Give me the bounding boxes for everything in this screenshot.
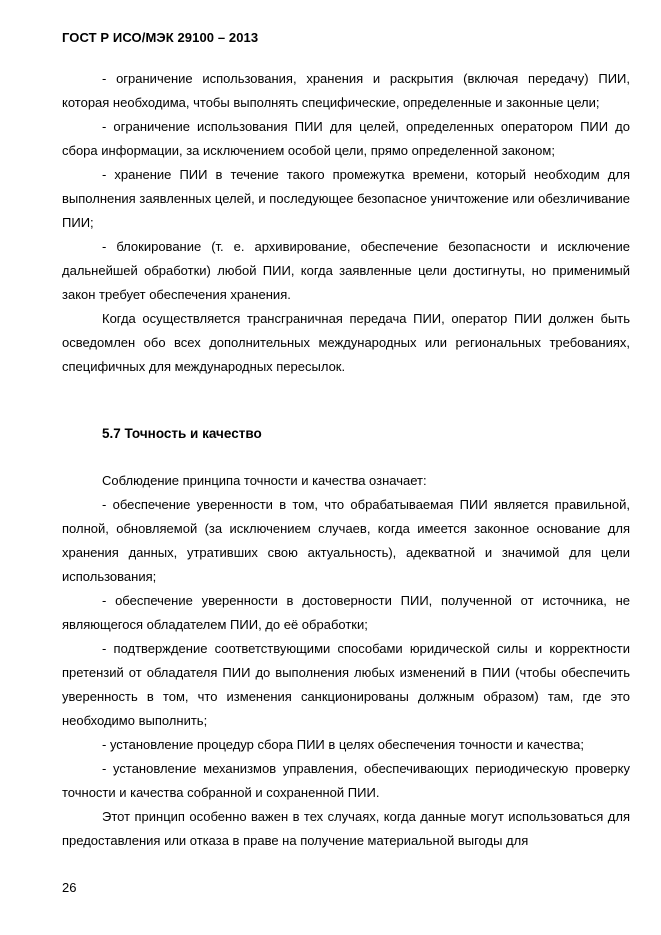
- paragraph-list-item: - установление процедур сбора ПИИ в целях обеспечения точности и качества;: [102, 737, 585, 752]
- paragraph-list-item: - блокирование (т. е. архивирование, обеспечение безопасности и исключение дальнейшей обработки) любой ПИИ, когда заявленные цели достигнуты, но применимый закон требует обеспечения хранения.: [62, 239, 630, 302]
- paragraph-list-item: - обеспечение уверенности в том, что обрабатываемая ПИИ является правильной, полной, обновляемой (за исключением случаев, когда имеется законное основание для хранения данных, утративших свою актуальность), адекватной и значимой для цели использования;: [62, 497, 630, 584]
- section-heading: 5.7 Точность и качество: [102, 426, 262, 441]
- paragraph-list-item: - ограничение использования ПИИ для целей, определенных оператором ПИИ до сбора информации, за исключением особой цели, прямо определенной законом;: [62, 119, 630, 158]
- paragraph-list-item: - хранение ПИИ в течение такого промежутка времени, который необходим для выполнения заявленных целей, и последующее безопасное уничтожение или обезличивание ПИИ;: [62, 167, 630, 230]
- paragraph: Соблюдение принципа точности и качества означает:: [102, 473, 427, 488]
- document-header: ГОСТ Р ИСО/МЭК 29100 – 2013: [62, 30, 259, 45]
- document-body: [62, 67, 630, 853]
- paragraph-list-item: - обеспечение уверенности в достоверности ПИИ, полученной от источника, не являющегося обладателем ПИИ, до её обработки;: [62, 593, 630, 632]
- paragraph-list-item: - ограничение использования, хранения и раскрытия (включая передачу) ПИИ, которая необходима, чтобы выполнять специфические, определенные и законные цели;: [62, 71, 630, 110]
- page-number: 26: [62, 880, 77, 895]
- paragraph-list-item: - установление механизмов управления, обеспечивающих периодическую проверку точности и качества собранной и сохраненной ПИИ.: [62, 761, 630, 800]
- paragraph: Этот принцип особенно важен в тех случаях, когда данные могут использоваться для предоставления или отказа в праве на получение материальной выгоды для: [62, 809, 630, 848]
- paragraph-list-item: - подтверждение соответствующими способами юридической силы и корректности претензий от обладателя ПИИ до выполнения любых изменений в ПИИ (чтобы обеспечить уверенность в том, что изменения санкционированы должным образом) там, где это необходимо выполнить;: [62, 641, 630, 728]
- paragraph: Когда осуществляется трансграничная передача ПИИ, оператор ПИИ должен быть осведомлен обо всех дополнительных международных или региональных требованиях, специфичных для международных пересылок.: [62, 311, 630, 374]
